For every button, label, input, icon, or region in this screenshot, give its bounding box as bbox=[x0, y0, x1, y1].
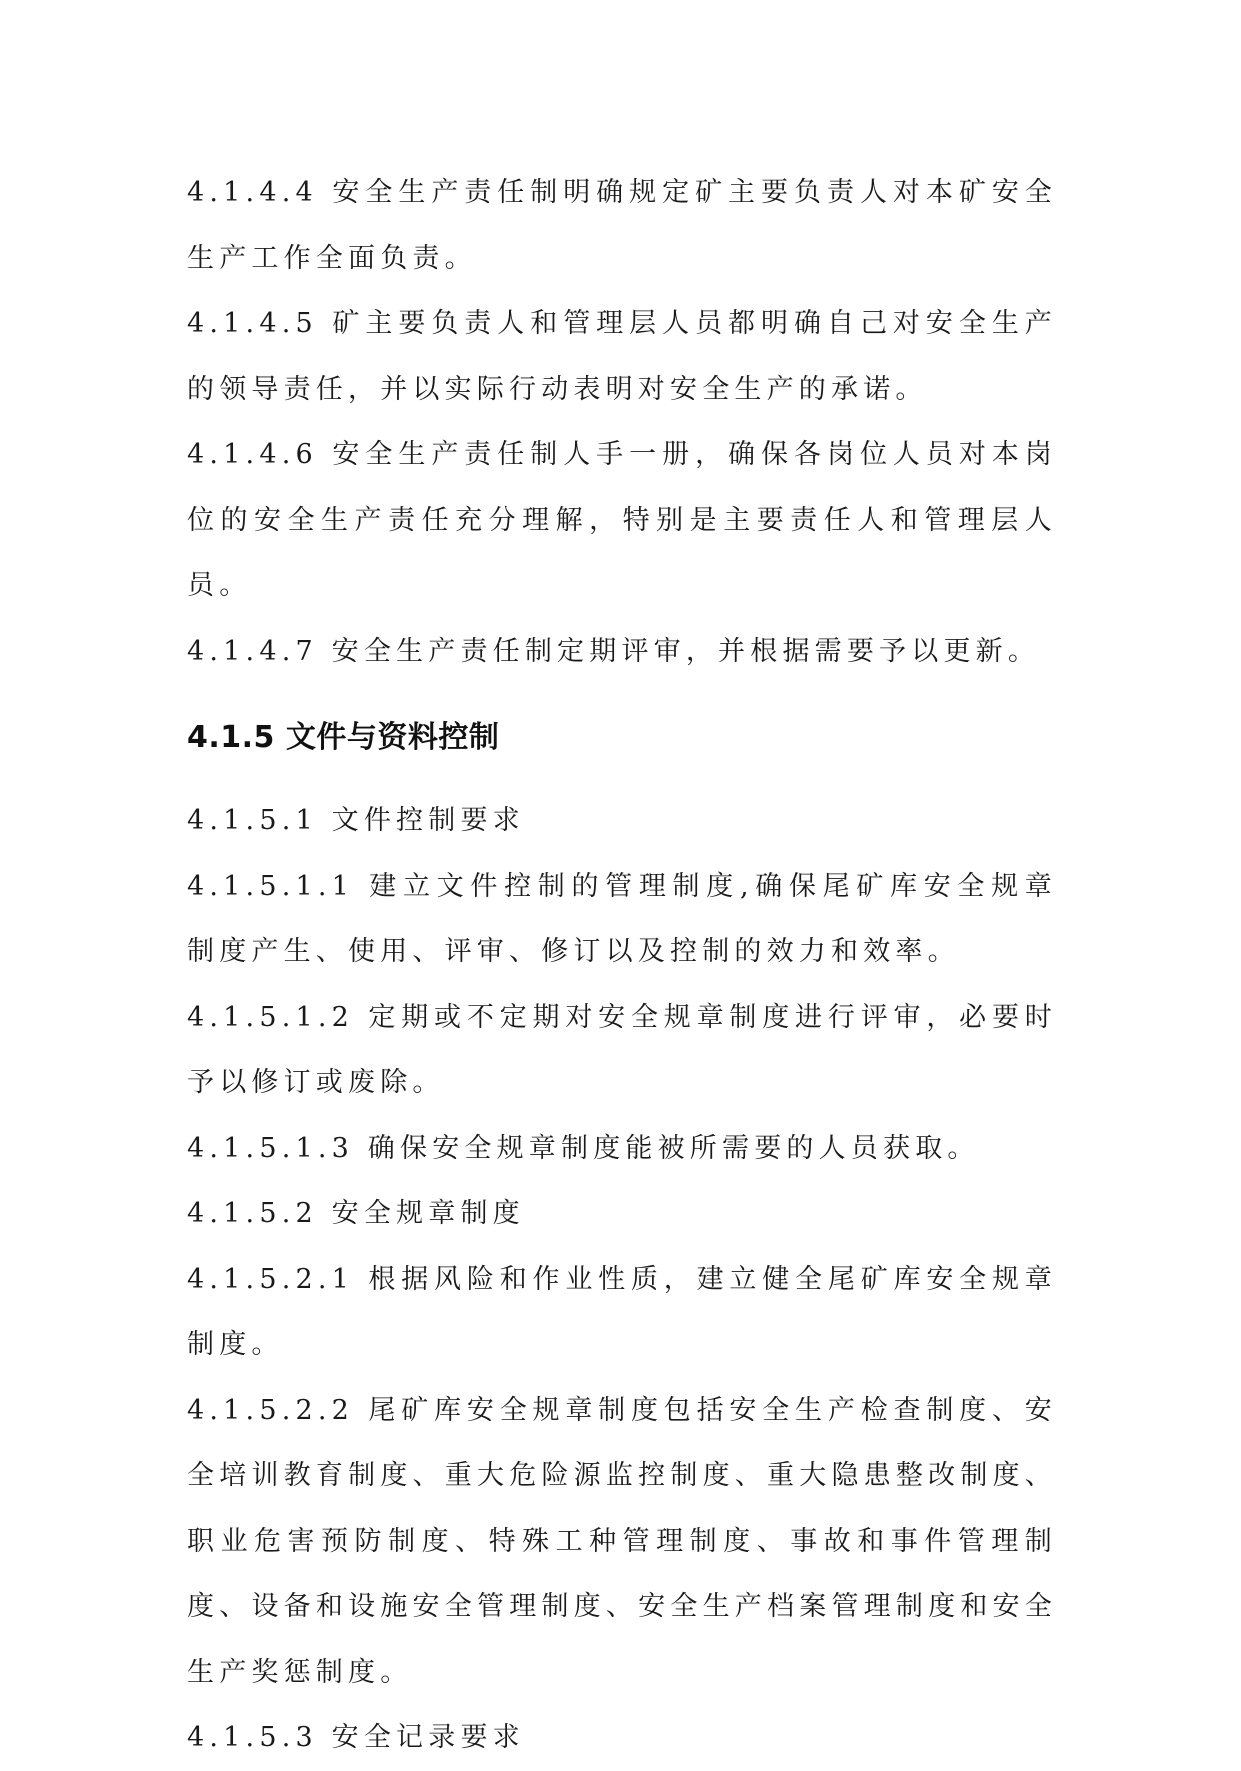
paragraph-4-1-5-3: 4.1.5.3 安全记录要求 bbox=[187, 1722, 525, 1753]
section-heading-4-1-5: 4.1.5 文件与资料控制 bbox=[187, 720, 500, 755]
paragraph-4-1-5-2-2: 4.1.5.2.2 尾矿库安全规章制度包括安全生产检查制度、安全培训教育制度、重大危险源监控制度、重大隐患整改制度、职业危害预防制度、特殊工种管理制度、事故和事件管理制度、设备和设施安全管理制度、安全生产档案管理制度和安全生产奖惩制度。 bbox=[187, 1394, 1057, 1688]
paragraph-4-1-5-1-1: 4.1.5.1.1 建立文件控制的管理制度,确保尾矿库安全规章制度产生、使用、评审、修订以及控制的效力和效率。 bbox=[187, 870, 1057, 967]
document-body bbox=[187, 160, 1057, 1771]
paragraph-4-1-4-5: 4.1.4.5 矿主要负责人和管理层人员都明确自己对安全生产的领导责任，并以实际行动表明对安全生产的承诺。 bbox=[187, 308, 1057, 405]
paragraph-4-1-4-4: 4.1.4.4 安全生产责任制明确规定矿主要负责人对本矿安全生产工作全面负责。 bbox=[187, 177, 1057, 274]
paragraph-4-1-5-1-3: 4.1.5.1.3 确保安全规章制度能被所需要的人员获取。 bbox=[187, 1132, 980, 1164]
paragraph-4-1-5-1-2: 4.1.5.1.2 定期或不定期对安全规章制度进行评审，必要时予以修订或废除。 bbox=[187, 1001, 1057, 1098]
paragraph-4-1-4-7: 4.1.4.7 安全生产责任制定期评审，并根据需要予以更新。 bbox=[187, 635, 1041, 667]
paragraph-4-1-5-2: 4.1.5.2 安全规章制度 bbox=[187, 1198, 525, 1229]
paragraph-4-1-5-1: 4.1.5.1 文件控制要求 bbox=[187, 805, 525, 836]
paragraph-4-1-4-6: 4.1.4.6 安全生产责任制人手一册，确保各岗位人员对本岗位的安全生产责任充分理解，特别是主要责任人和管理层人员。 bbox=[187, 439, 1057, 601]
paragraph-4-1-5-2-1: 4.1.5.2.1 根据风险和作业性质，建立健全尾矿库安全规章制度。 bbox=[187, 1263, 1057, 1360]
